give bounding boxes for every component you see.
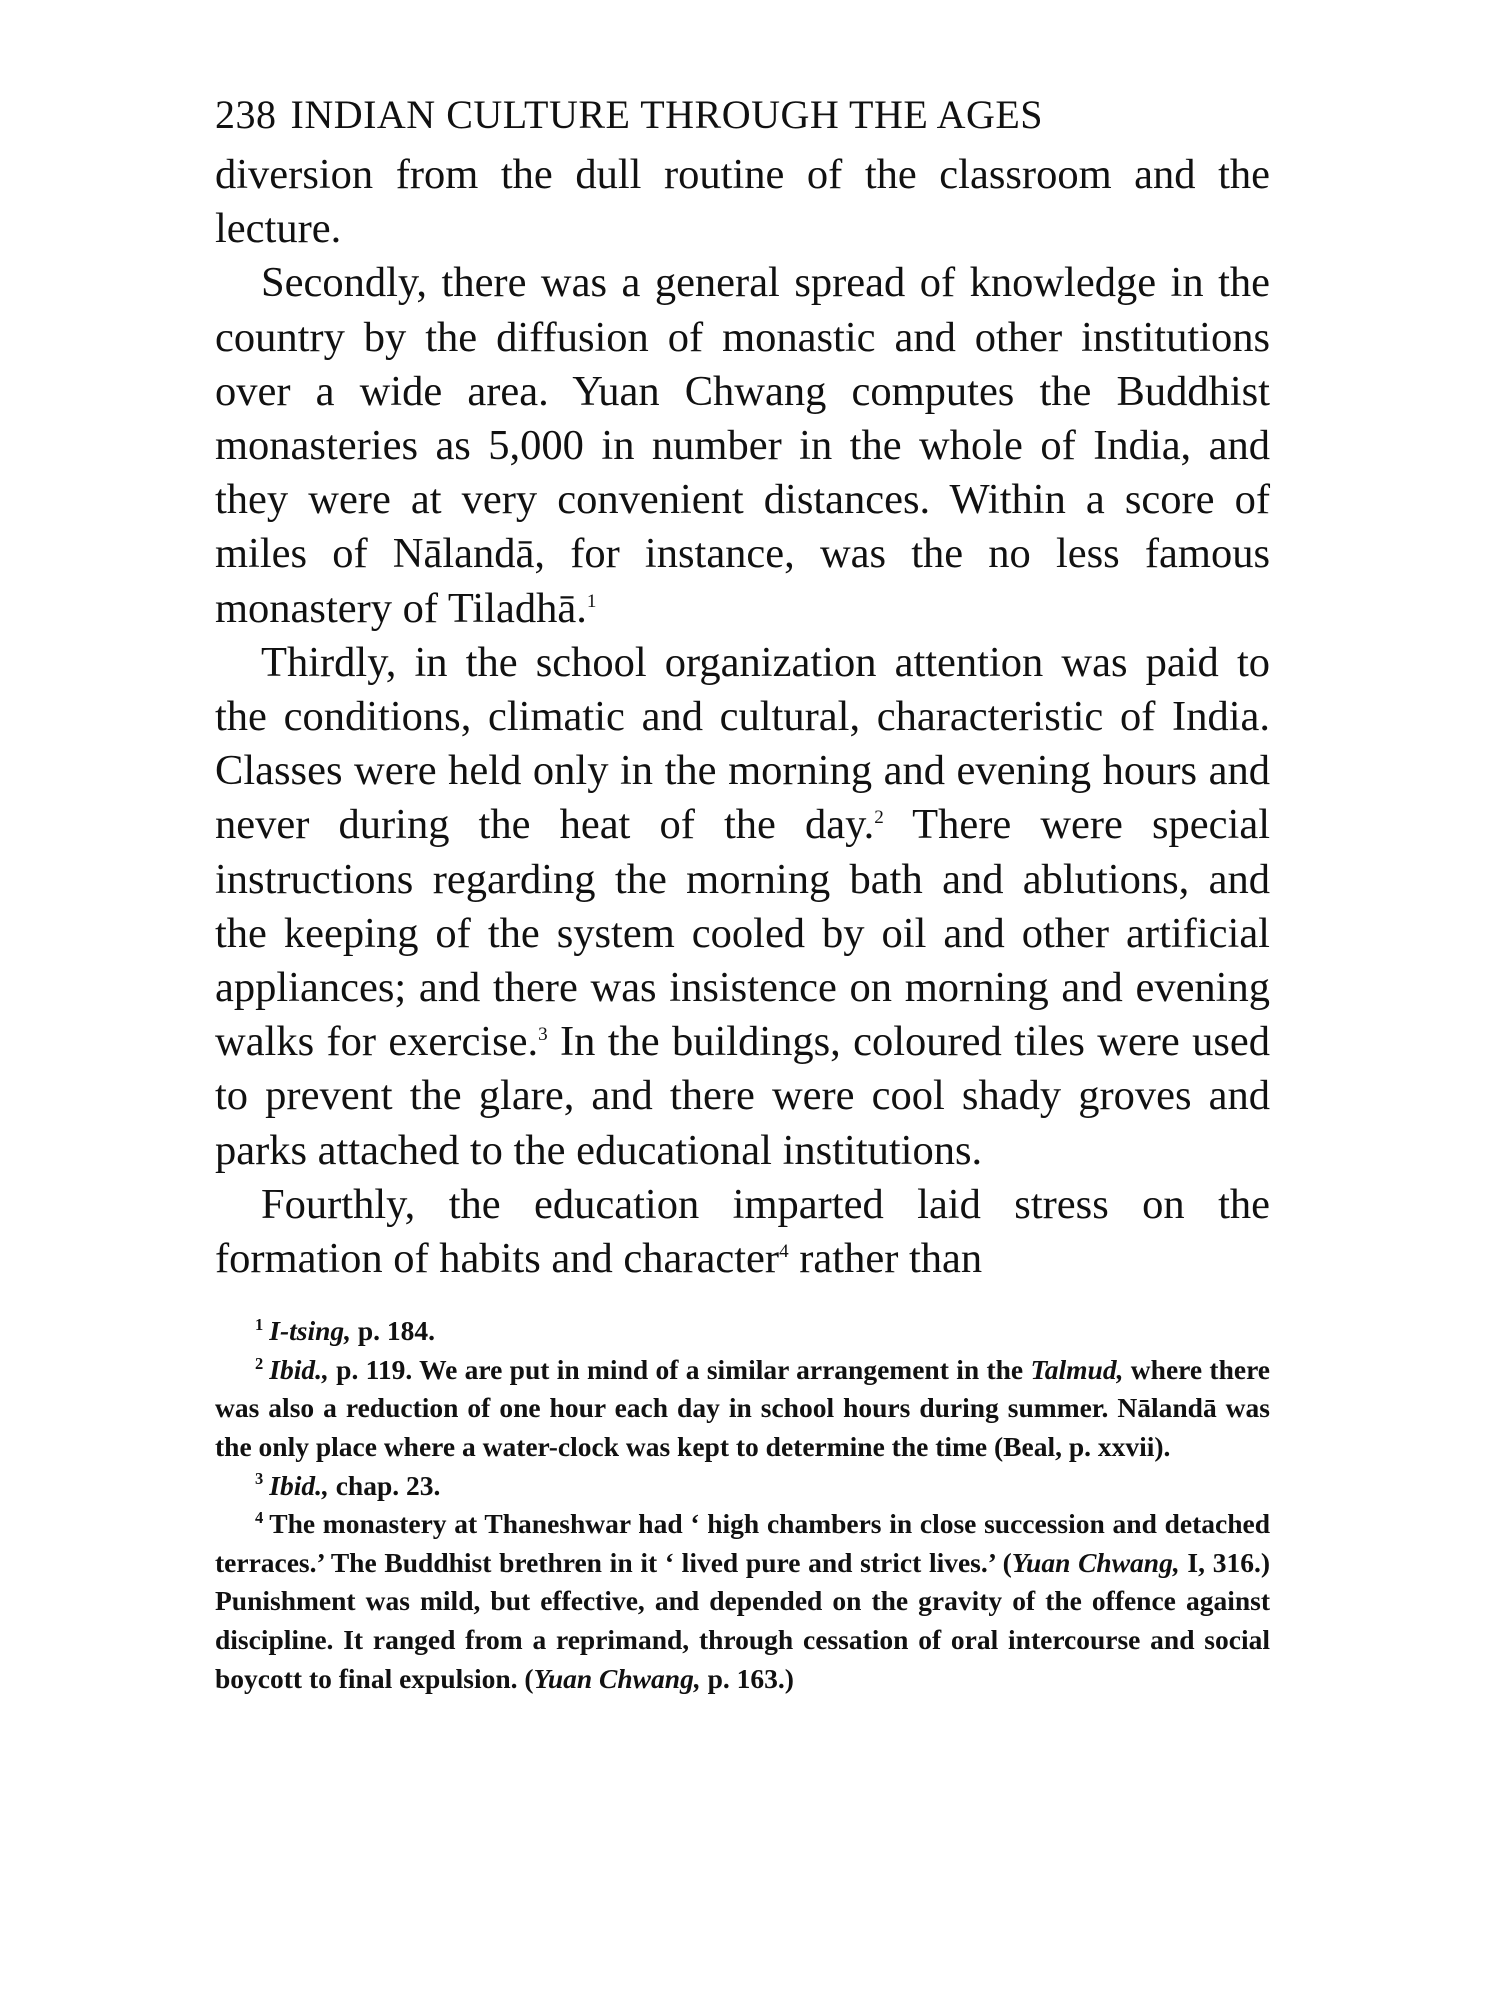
footnote-reference: Yuan Chwang, bbox=[533, 1662, 701, 1694]
running-header bbox=[215, 92, 1270, 138]
running-title: INDIAN CULTURE THROUGH THE AGES bbox=[290, 92, 1044, 137]
footnote-ref[interactable]: 3 bbox=[538, 1024, 548, 1046]
book-page bbox=[215, 92, 1270, 1698]
footnote-text: The monastery at Thaneshwar had ‘ high chambers in close succession and detached terraces.’ The Buddhist brethren in it ‘ lived pure and strict lives.’ ( bbox=[215, 1508, 1270, 1578]
paragraph-text: Secondly, there was a general spread of knowledge in the country by the diffusion of monastic and other institutions over a wide area. Yuan Chwang computes the Buddhist monasteries as 5,000 in number in the whole of India, and they were at very convenient distances. Within a score of miles of Nālandā, for instance, was the no less famous monastery of Tiladhā. bbox=[215, 259, 1270, 632]
footnote-text: p. 184. bbox=[351, 1315, 436, 1347]
footnote-source: Ibid., bbox=[269, 1469, 329, 1501]
paragraph-thirdly bbox=[215, 636, 1270, 1178]
footnote-text: p. 119. We are put in mind of a similar arrangement in the bbox=[328, 1353, 1031, 1385]
footnote-mark: 1 bbox=[255, 1315, 264, 1335]
footnote-ref[interactable]: 4 bbox=[779, 1240, 789, 1262]
paragraph-text: There were special instructions regarding the morning bath and ablutions, and the keeping of the system cooled by oil and other artificial appliances; and there was insistence on morning and evening walks for exercise. bbox=[215, 801, 1270, 1066]
footnote-work: Talmud, bbox=[1030, 1353, 1124, 1385]
footnote-ref[interactable]: 2 bbox=[874, 807, 884, 829]
body-text bbox=[215, 148, 1270, 1286]
paragraph-text: Thirdly, in the school organization attention was paid to the conditions, climatic and cultural, characteristic of India. Classes were held only in the morning and evening hours and never during the heat of the day. bbox=[215, 638, 1270, 849]
paragraph-text: diversion from the dull routine of the classroom and the lecture. bbox=[215, 151, 1270, 253]
paragraph-text: rather than bbox=[788, 1235, 983, 1283]
footnote-reference: Yuan Chwang, bbox=[1011, 1546, 1180, 1578]
paragraph-text: In the buildings, coloured tiles were used to prevent the glare, and there were cool shady groves and parks attached to the educational institutions. bbox=[215, 1018, 1270, 1174]
paragraph-fourthly bbox=[215, 1178, 1270, 1286]
paragraph-text: Fourthly, the education imparted laid stress on the formation of habits and character bbox=[215, 1180, 1270, 1283]
paragraph-continuation bbox=[215, 148, 1270, 256]
footnote-source: Ibid., bbox=[269, 1353, 329, 1385]
footnote-mark: 2 bbox=[255, 1353, 264, 1373]
footnote-3 bbox=[215, 1467, 1270, 1506]
footnotes bbox=[215, 1312, 1270, 1698]
paragraph-secondly bbox=[215, 256, 1270, 635]
footnote-ref[interactable]: 1 bbox=[586, 590, 597, 612]
footnote-text: chap. 23. bbox=[328, 1469, 441, 1501]
footnote-mark: 3 bbox=[255, 1469, 264, 1489]
footnote-1 bbox=[215, 1312, 1270, 1351]
footnote-text: where there was also a reduction of one hour each day in school hours during summer. Nālandā was the only place where a water-clock was kept to determine the time (Beal, p. xxvii). bbox=[215, 1353, 1270, 1463]
footnote-4 bbox=[215, 1505, 1270, 1698]
footnote-text: I, 316.) Punishment was mild, but effective, and depended on the gravity of the offence against discipline. It ranged from a reprimand, through cessation of oral intercourse and social boycott to final expulsion. ( bbox=[215, 1546, 1270, 1694]
footnote-text: p. 163.) bbox=[700, 1662, 794, 1694]
footnote-2 bbox=[215, 1351, 1270, 1467]
footnote-source: I-tsing, bbox=[269, 1315, 352, 1347]
footnote-mark: 4 bbox=[255, 1508, 264, 1528]
page-number: 238 bbox=[215, 92, 277, 137]
